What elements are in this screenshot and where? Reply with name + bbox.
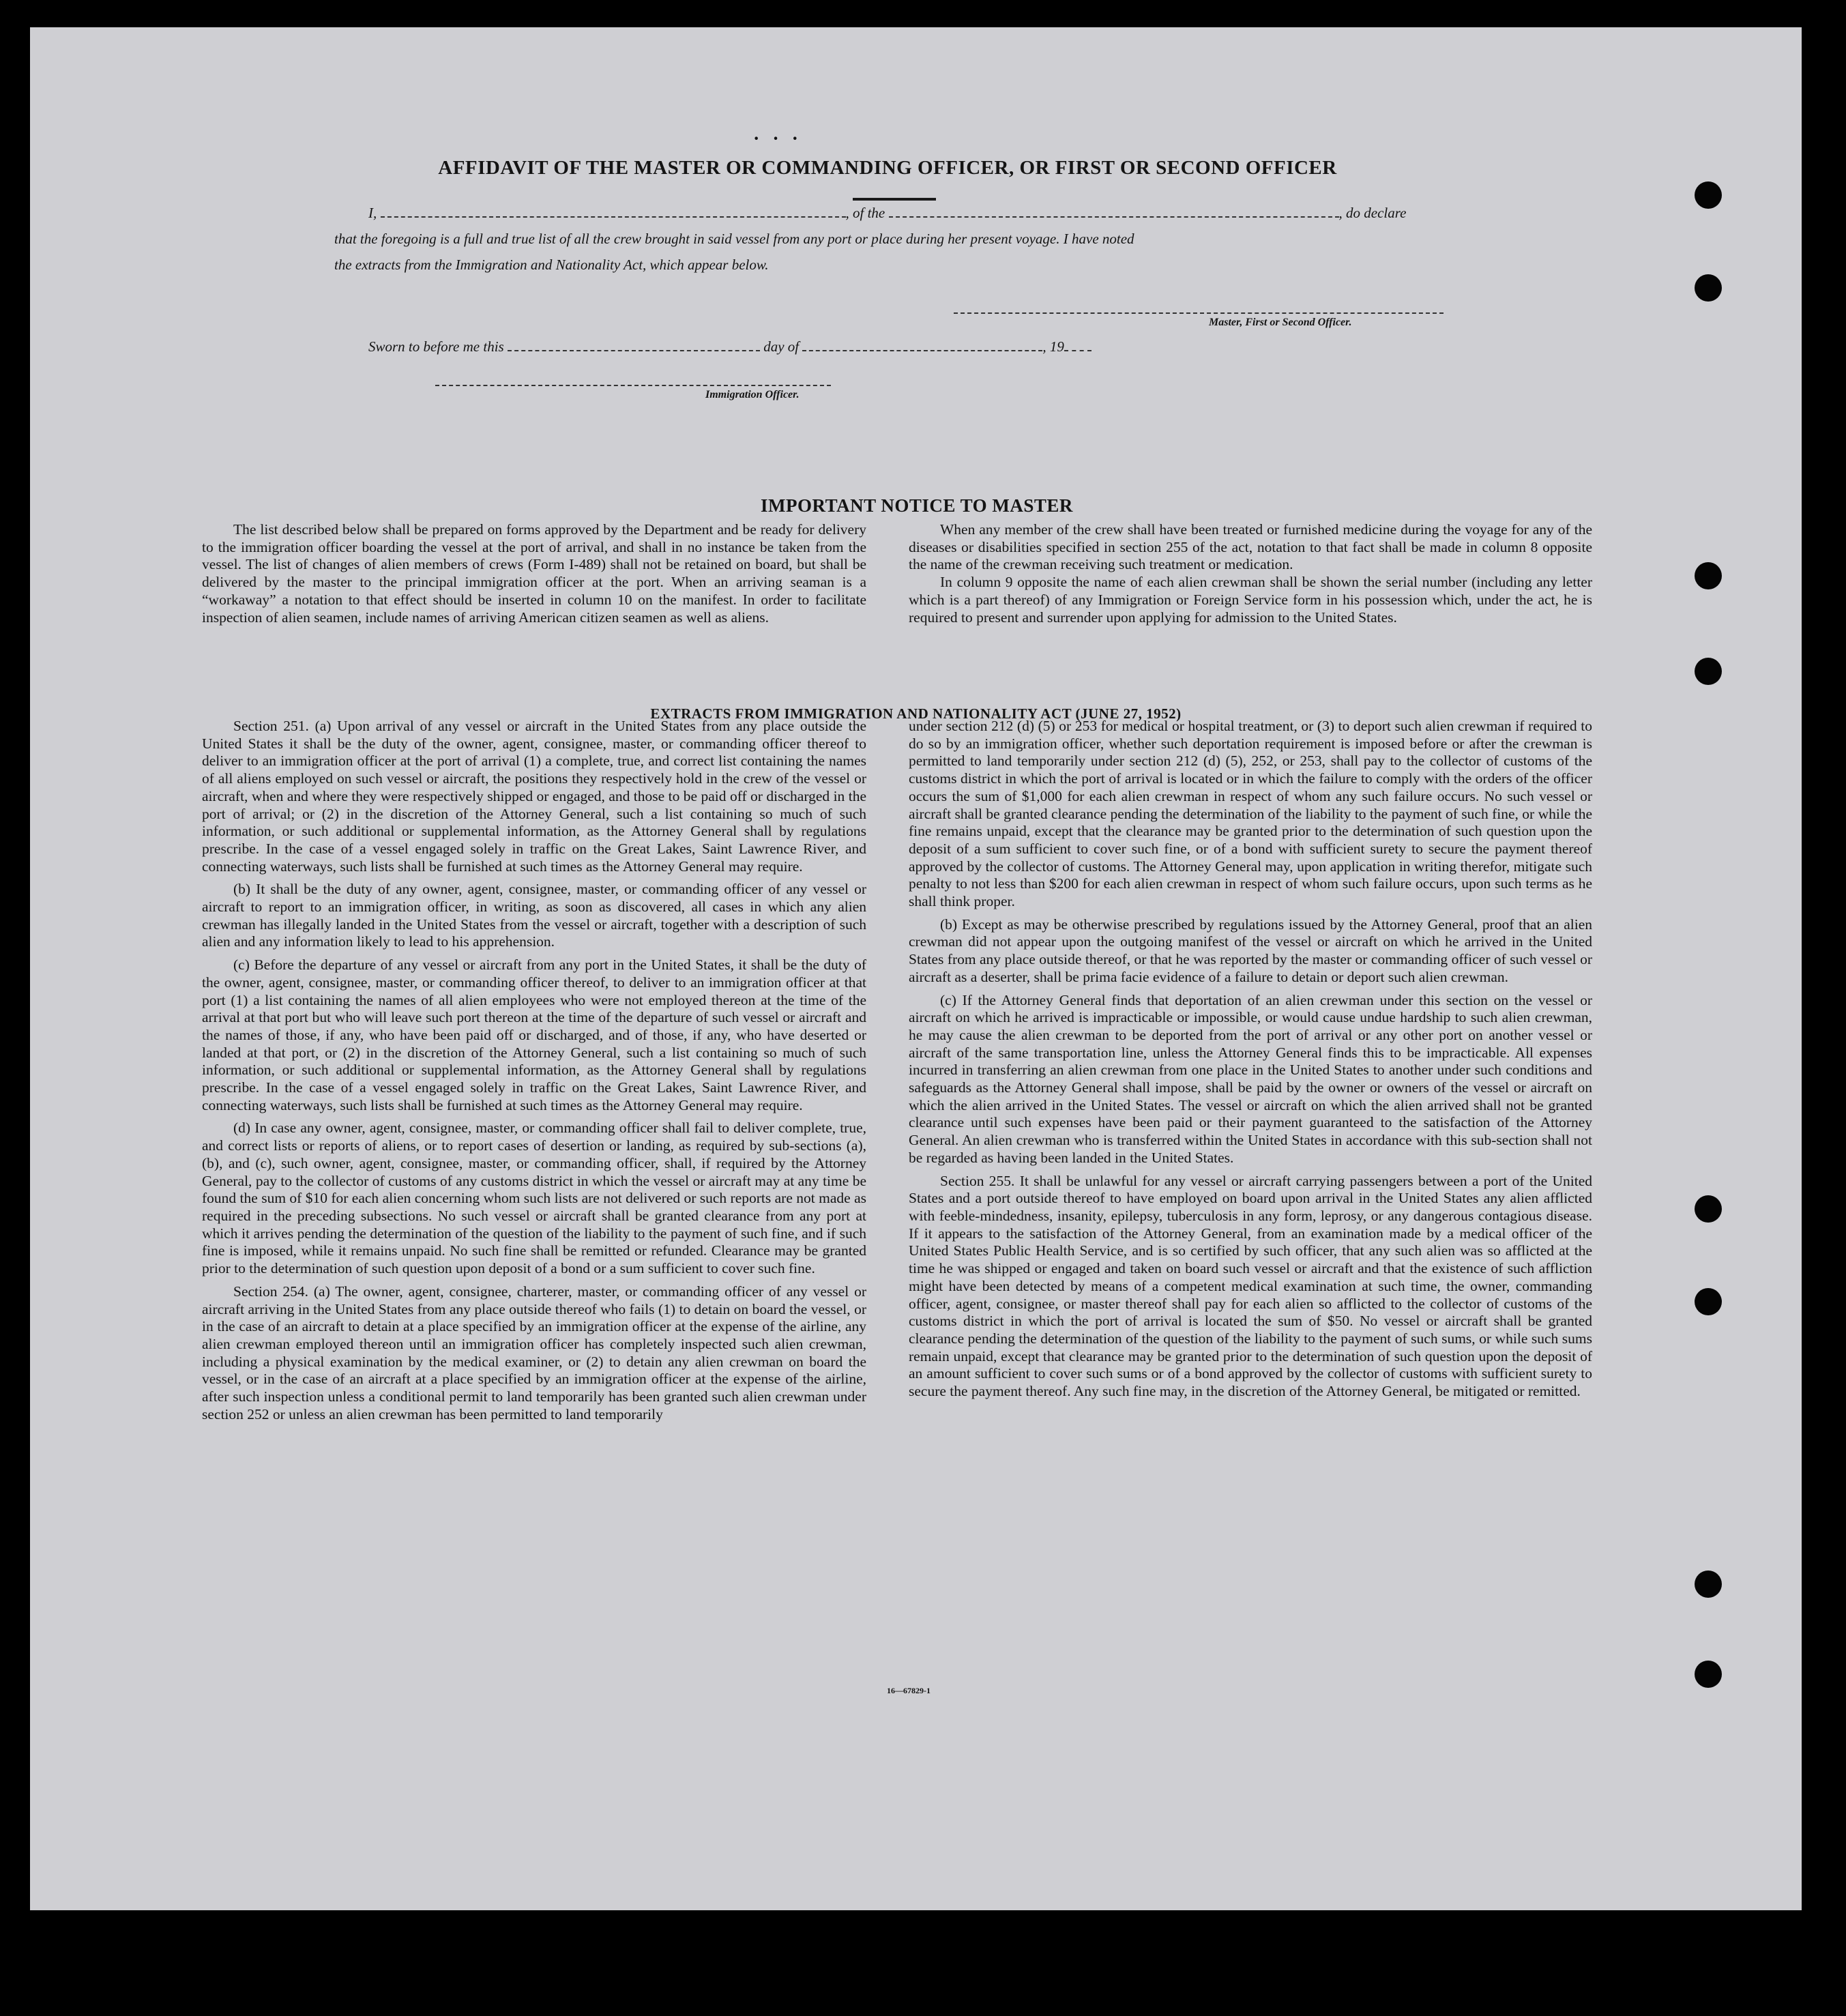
month-blank[interactable]	[802, 340, 1042, 351]
affidavit-i-label: I,	[368, 205, 377, 221]
section-254-a-continued: under section 212 (d) (5) or 253 for medical or hospital treatment, or (3) to deport such alien crewman if required to do so by an immigration officer, whether such deportation requirement is imposed before or after the crewman is permitted to land temporarily under section 212 (d) (5), 252, or 253, shall pay to the collector of customs of the customs district in which the port of arrival is located or in which the failure to comply with the orders of the officer occurs the sum of $1,000 for each alien crewman in respect of whom any such failure occurs. No such vessel or aircraft shall be granted clearance pending the determination of the liability to the payment of such fine, or while the fine remains unpaid, except that the clearance may be granted prior to the determination of such question upon the deposit of a sum sufficient to cover such fine, or of a bond with sufficient surety to secure the payment thereof approved by the collector of customs. The Attorney General may, upon application in writing therefor, mitigate such penalty to not less than $200 for each alien crewman in respect of whom such failure occurs, upon such terms as he shall think proper.	[909, 718, 1592, 910]
section-251-b: (b) It shall be the duty of any owner, agent, consignee, master, or commanding officer of any vessel or aircraft to report to an immigration officer, in writing, as soon as discovered, all cases in which any alien crewman has illegally landed in the United States from the vessel or aircraft, together with a description of such alien and any information likely to lead to his apprehension.	[202, 881, 866, 950]
section-254-b: (b) Except as may be otherwise prescribed by regulations issued by the Attorney General, proof that an alien crewman did not appear upon the outgoing manifest of the vessel or aircraft on which he arrived in the United States from any place outside thereof, or that he was reported by the master or commanding officer of such vessel or aircraft as a deserter, shall be prima facie evidence of a failure to detain or deport such alien crewman.	[909, 916, 1592, 985]
affidavit-title: AFFIDAVIT OF THE MASTER OR COMMANDING OFFICER, OR FIRST OR SECOND OFFICER	[438, 157, 1337, 179]
punch-hole	[1695, 562, 1722, 589]
extracts-title: EXTRACTS FROM IMMIGRATION AND NATIONALITY ACT (JUNE 27, 1952)	[650, 705, 1182, 722]
section-254-a: Section 254. (a) The owner, agent, consignee, charterer, master, or commanding officer of any vessel or aircraft arriving in the United States from any place outside thereof who fails (1) to detain on board the vessel, or in the case of an aircraft to detain at a place specified by an immigration officer at the expense of the airline, any alien crewman employed thereon until an immigration officer has completely inspected such alien crewman, including a physical examination by the medical examiner, or (2) to detain any alien crewman on board the vessel, or in the case of an aircraft at a place specified by an immigration officer at the expense of the airline, after such inspection unless a conditional permit to land temporarily has been granted such alien crewman under section 252 or unless an alien crewman has been permitted to land temporarily	[202, 1283, 866, 1422]
notice-left-paragraph: The list described below shall be prepared on forms approved by the Department and be ready for delivery to the immigration officer boarding the vessel at the port of arrival, and shall in no instance be taken from the vessel. The list of changes of alien members of crews (Form I-489) shall not be retained on board, but shall be delivered by the master to the principal immigration officer at the port. When an arriving seaman is a “workaway” a notation to that effect should be inserted in column 10 on the manifest. In order to facilitate inspection of alien seamen, include names of arriving American citizen seamen as well as aliens.	[202, 521, 866, 626]
document-page	[30, 27, 1802, 1910]
year-blank[interactable]	[1064, 340, 1092, 351]
section-255: Section 255. It shall be unlawful for any vessel or aircraft carrying passengers between a port of the United States and a port outside thereof to have employed on board upon arrival in the United States any alien afflicted with feeble-mindedness, insanity, epilepsy, tuberculosis in any form, leprosy, or any dangerous contagious disease. If it appears to the satisfaction of the Attorney General, from an examination made by a medical officer of the United States Public Health Service, and is so certified by such officer, that any such alien was so afflicted at the time he was shipped or engaged and taken on board such vessel or aircraft and that the existence of such affliction might have been detected by means of a competent medical examination at such time, the owner, commanding officer, agent, consignee, or master thereof shall pay for each alien so afflicted to the collector of customs of the customs district in which the port of arrival is located the sum of $50. No vessel or aircraft shall be granted clearance pending the determination of the question of the liability to the payment of such sums, or while such sums remain unpaid, except that clearance may be granted prior to the determination of such question upon the deposit of an amount sufficient to cover such sums or of a bond approved by the collector of customs with sufficient surety to secure the payment thereof. Any such fine may, in the discretion of the Attorney General, be mitigated or remitted.	[909, 1172, 1592, 1400]
notice-left-column	[202, 521, 866, 626]
punch-hole	[1695, 658, 1722, 685]
sworn-day-blank[interactable]	[508, 340, 760, 351]
year-prefix: , 19	[1042, 338, 1064, 355]
punch-hole	[1695, 181, 1722, 209]
officer-signature-label: Immigration Officer.	[705, 389, 800, 400]
section-251-a: Section 251. (a) Upon arrival of any vessel or aircraft in the United States from any place outside the United States it shall be the duty of the owner, agent, consignee, master, or commanding officer thereof to deliver to an immigration officer at the port of arrival (1) a complete, true, and correct list containing the names of all aliens employed on such vessel or aircraft, the positions they respectively hold in the crew of the vessel or aircraft, when and where they were respectively shipped or engaged, and those to be paid off or discharged in the port of arrival; or (2) in the discretion of the Attorney General, such a list containing so much of such information, or such additional or supplemental information, as the Attorney General shall by regulations prescribe. In the case of a vessel engaged solely in traffic on the Great Lakes, Saint Lawrence River, and connecting waterways, such lists shall be furnished at such times as the Attorney General may require.	[202, 718, 866, 875]
section-254-c: (c) If the Attorney General finds that deportation of an alien crewman under this section on the vessel or aircraft on which he arrived is impracticable or impossible, or would cause undue hardship to such alien crewman, he may cause the alien crewman to be deported from the port of arrival or any other port on another vessel or aircraft of the same transportation line, unless the Attorney General finds this to be impracticable. All expenses incurred in transferring an alien crewman from one place in the United States to another under such conditions and safeguards as the Attorney General shall impose, shall be paid by the owner or owners of the vessel or aircraft on which the alien arrived in the United States. The vessel or aircraft on which the alien arrived shall not be granted clearance until such expenses have been paid or their payment guaranteed to the satisfaction of the Attorney General. An alien crewman who is transferred within the United States in accordance with this sub-section shall not be regarded as having been landed in the United States.	[909, 991, 1592, 1166]
name-blank[interactable]	[381, 207, 846, 218]
punch-hole	[1695, 274, 1722, 302]
officer-signature-line[interactable]	[435, 385, 831, 386]
declare-label: , do declare	[1338, 205, 1407, 221]
day-of-label: day of	[763, 338, 800, 355]
punch-hole	[1695, 1661, 1722, 1688]
extracts-left-column	[202, 718, 866, 1423]
affidavit-line-2: that the foregoing is a full and true list of all the crew brought in said vessel from any port or place during her present voyage. I have noted	[334, 231, 1134, 247]
vessel-blank[interactable]	[889, 207, 1339, 218]
punch-hole	[1695, 1288, 1722, 1315]
section-251-c: (c) Before the departure of any vessel or aircraft from any port in the United States, it shall be the duty of the owner, agent, consignee, master, or commanding officer thereof, to deliver to an immigration officer at that port (1) a list containing the names of all alien employees who were not employed thereon at the time of the arrival at that port but who will leave such port thereon at the time of the departure of such vessel or aircraft and the names of those, if any, who have been paid off or discharged, and of those, if any, who have deserted or landed at that port, or (2) in the discretion of the Attorney General, such a list containing so much of such information, or such additional or supplemental information, as the Attorney General shall by regulations prescribe. In the case of a vessel engaged solely in traffic on the Great Lakes, Saint Lawrence River, and connecting waterways, such lists shall be furnished at such times as the Attorney General may require.	[202, 956, 866, 1113]
notice-title: IMPORTANT NOTICE TO MASTER	[761, 495, 1073, 516]
sworn-line	[368, 338, 1092, 355]
notice-right-paragraph-1: When any member of the crew shall have been treated or furnished medicine during the voyage for any of the diseases or disabilities specified in section 255 of the act, notation to that fact shall be made in column 8 opposite the name of the crewman receiving such treatment or medication.	[909, 521, 1592, 573]
of-the-label: , of the	[845, 205, 885, 221]
affidavit-line-1	[368, 205, 1406, 222]
notice-right-column	[909, 521, 1592, 626]
title-underline	[853, 198, 936, 201]
master-signature-label: Master, First or Second Officer.	[1209, 317, 1352, 328]
form-number: 16—67829-1	[887, 1686, 931, 1695]
extracts-right-column	[909, 718, 1592, 1401]
master-signature-line[interactable]	[954, 312, 1444, 314]
notice-right-paragraph-2: In column 9 opposite the name of each alien crewman shall be shown the serial number (including any letter which is a part thereof) of any Immigration or Foreign Service form in his possession which, under the act, he is required to present and surrender upon applying for admission to the United States.	[909, 574, 1592, 626]
sworn-label: Sworn to before me this	[368, 338, 504, 355]
punch-hole	[1695, 1195, 1722, 1223]
section-251-d: (d) In case any owner, agent, consignee, master, or commanding officer shall fail to deliver complete, true, and correct lists or reports of aliens, or to report cases of desertion or landing, as required by sub-sections (a), (b), and (c), such owner, agent, consignee, master, or commanding officer, shall, if required by the Attorney General, pay to the collector of customs of any customs district in which the vessel or aircraft may at any time be found the sum of $10 for each alien concerning whom such lists are not delivered or such reports are not made as required in the preceding subsections. No such vessel or aircraft shall be granted clearance from any port at which it arrives pending the determination of the question of the liability to the payment of such fine, and if such fine is imposed, while it remains unpaid. No such fine shall be remitted or refunded. Clearance may be granted prior to the determination of such question upon deposit of a bond or a sum sufficient to cover such fine.	[202, 1120, 866, 1277]
print-specks: · · ·	[753, 128, 803, 149]
affidavit-line-3: the extracts from the Immigration and Nationality Act, which appear below.	[334, 257, 769, 273]
punch-hole	[1695, 1571, 1722, 1598]
